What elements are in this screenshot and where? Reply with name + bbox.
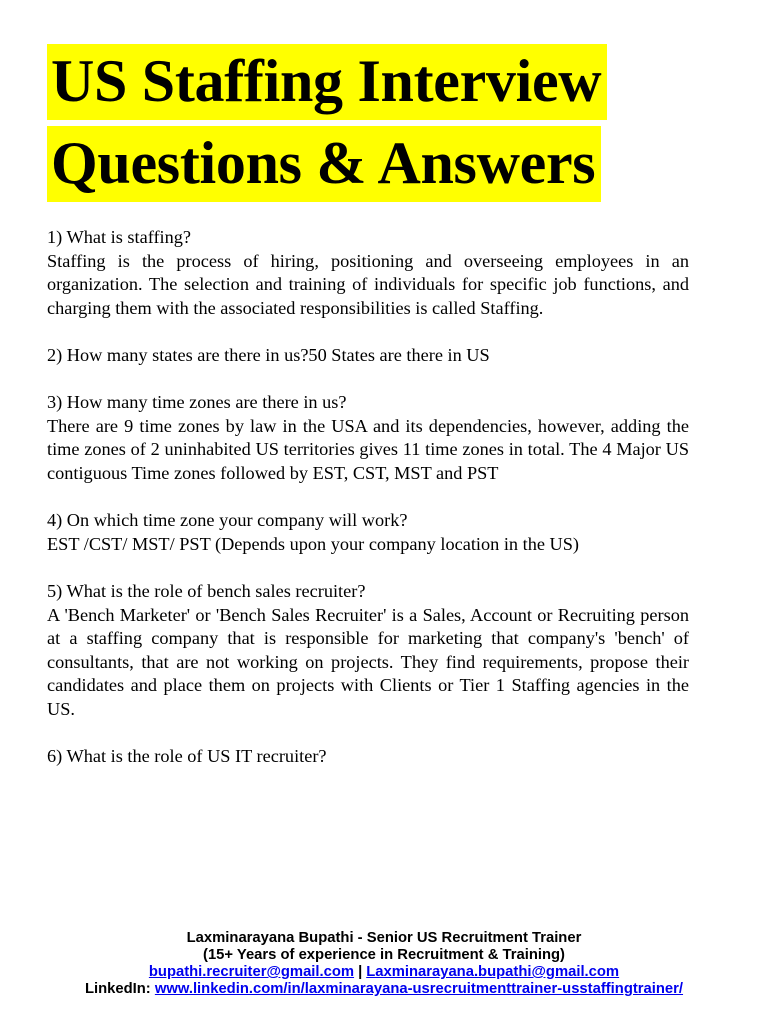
- linkedin-label: LinkedIn:: [84, 981, 151, 997]
- qa-item-3: [47, 391, 689, 485]
- answer-5: A 'Bench Marketer' or 'Bench Sales Recruiter' is a Sales, Account or Recruiting person at a staffing company that is responsible for marketing that company's 'bench' of consultants, that are not working on projects. They find requirements, propose their candidates and place them on projects with Clients or Tier 1 Staffing agencies in the US.: [47, 604, 689, 719]
- answer-4: EST /CST/ MST/ PST (Depends upon your company location in the US): [47, 533, 580, 554]
- experience-line: (15+ Years of experience in Recruitment & Training): [203, 947, 565, 963]
- email-line: [0, 964, 768, 981]
- answer-1: Staffing is the process of hiring, positioning and overseeing employees in an organization. The selection and training of individuals for specific job functions, and charging them with the associated responsibilities is called Staffing.: [47, 250, 689, 318]
- linkedin-line: [0, 981, 768, 998]
- title-line-1: US Staffing Interview: [47, 44, 607, 120]
- qa-item-1: [47, 226, 689, 320]
- email-link-1[interactable]: bupathi.recruiter@gmail.com: [148, 964, 355, 980]
- email-separator: |: [358, 964, 363, 980]
- footer: [0, 930, 768, 998]
- qa-item-4: [47, 509, 689, 556]
- question-3: 3) How many time zones are there in us?: [47, 392, 347, 413]
- question-5: 5) What is the role of bench sales recruiter?: [47, 580, 366, 601]
- question-4: 4) On which time zone your company will work?: [47, 510, 408, 531]
- author-line: Laxminarayana Bupathi - Senior US Recruitment Trainer: [186, 930, 582, 946]
- title-line-2: Questions & Answers: [47, 126, 601, 202]
- answer-3: There are 9 time zones by law in the USA and its dependencies, however, adding the time zones of 2 uninhabited US territories gives 11 time zones in total. The 4 Major US contiguous Time zones followed by EST, CST, MST and PST: [47, 415, 689, 483]
- document-title: [47, 44, 707, 202]
- qa-item-5: [47, 580, 689, 722]
- question-6: 6) What is the role of US IT recruiter?: [47, 746, 327, 767]
- question-1: 1) What is staffing?: [47, 227, 192, 247]
- qa-item-2: [47, 344, 689, 368]
- linkedin-link[interactable]: www.linkedin.com/in/laxminarayana-usrecruitmenttrainer-usstaffingtrainer/: [154, 981, 684, 997]
- email-link-2[interactable]: Laxminarayana.bupathi@gmail.com: [366, 964, 620, 980]
- qa-list: [47, 226, 689, 792]
- question-2: 2) How many states are there in us?50 States are there in US: [47, 344, 490, 365]
- qa-item-6: [47, 745, 689, 769]
